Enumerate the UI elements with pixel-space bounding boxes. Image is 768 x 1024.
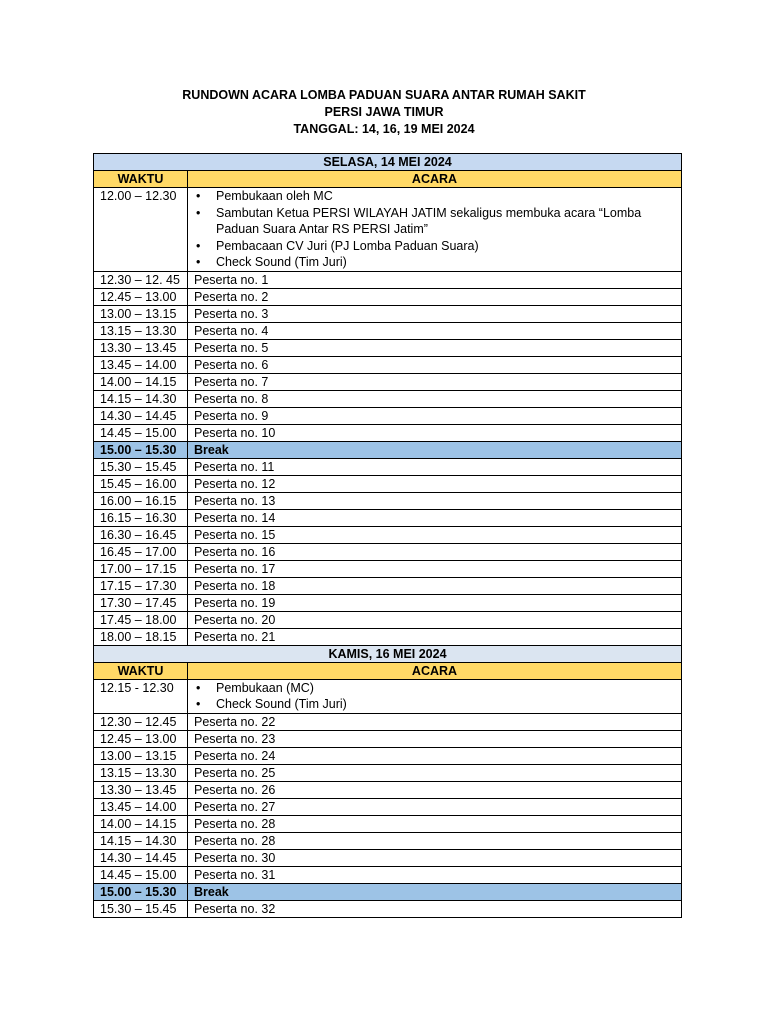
activity-cell: Peserta no. 22 [188,713,682,730]
time-cell: 14.00 – 14.15 [94,373,188,390]
activity-bullet-item: • Pembukaan oleh MC [216,188,675,205]
time-cell: 13.45 – 14.00 [94,798,188,815]
day-label: SELASA, 14 MEI 2024 [94,154,682,171]
time-cell: 15.30 – 15.45 [94,900,188,917]
time-cell: 14.00 – 14.15 [94,815,188,832]
column-header-acara: ACARA [188,662,682,679]
time-cell: 14.15 – 14.30 [94,832,188,849]
activity-cell: Peserta no. 23 [188,730,682,747]
table-row [94,611,682,628]
activity-cell: Peserta no. 6 [188,356,682,373]
time-cell: 12.45 – 13.00 [94,288,188,305]
table-row [94,764,682,781]
column-header-acara: ACARA [188,171,682,188]
column-header-waktu: WAKTU [94,171,188,188]
break-row [94,441,682,458]
activity-bullet-item: • Sambutan Ketua PERSI WILAYAH JATIM sekaligus membuka acara “Lomba Paduan Suara Antar RS PERSI Jatim” [216,205,675,238]
activity-cell: Peserta no. 12 [188,475,682,492]
time-cell: 15.00 – 15.30 [94,441,188,458]
table-row [94,305,682,322]
activity-cell: Peserta no. 24 [188,747,682,764]
column-header-row [94,171,682,188]
time-cell: 17.45 – 18.00 [94,611,188,628]
time-cell: 13.30 – 13.45 [94,339,188,356]
column-header-row [94,662,682,679]
activity-cell: Peserta no. 32 [188,900,682,917]
table-row [94,526,682,543]
time-cell: 13.30 – 13.45 [94,781,188,798]
table-row [94,866,682,883]
rundown-table [93,153,682,918]
activity-bullet-item: • Pembukaan (MC) [216,680,675,697]
table-row [94,628,682,645]
time-cell: 15.30 – 15.45 [94,458,188,475]
activity-cell: Peserta no. 15 [188,526,682,543]
activity-bullet-list [194,680,675,713]
table-row [94,747,682,764]
time-cell: 14.30 – 14.45 [94,849,188,866]
time-cell: 17.30 – 17.45 [94,594,188,611]
activity-cell: Peserta no. 14 [188,509,682,526]
table-row-opening [94,679,682,713]
title-line-1: RUNDOWN ACARA LOMBA PADUAN SUARA ANTAR RUMAH SAKIT [182,88,586,102]
activity-cell: Peserta no. 13 [188,492,682,509]
time-cell: 14.15 – 14.30 [94,390,188,407]
activity-cell: Peserta no. 17 [188,560,682,577]
activity-cell: Peserta no. 3 [188,305,682,322]
activity-cell: Peserta no. 19 [188,594,682,611]
activity-cell: Peserta no. 25 [188,764,682,781]
activity-cell: Peserta no. 28 [188,815,682,832]
time-cell: 13.15 – 13.30 [94,322,188,339]
activity-cell: Peserta no. 16 [188,543,682,560]
table-row [94,373,682,390]
table-row [94,492,682,509]
activity-cell: Peserta no. 5 [188,339,682,356]
activity-cell: Peserta no. 10 [188,424,682,441]
time-cell: 15.00 – 15.30 [94,883,188,900]
activity-bullet-item: • Check Sound (Tim Juri) [216,254,675,271]
day-header-row [94,154,682,171]
table-row [94,832,682,849]
table-row [94,900,682,917]
table-row [94,424,682,441]
table-row [94,781,682,798]
activity-bullet-list [194,188,675,271]
time-cell: 12.00 – 12.30 [94,188,188,272]
time-cell: 14.45 – 15.00 [94,866,188,883]
table-row [94,390,682,407]
time-cell: 14.45 – 15.00 [94,424,188,441]
table-row [94,849,682,866]
time-cell: 14.30 – 14.45 [94,407,188,424]
activity-cell: Peserta no. 28 [188,832,682,849]
table-row [94,543,682,560]
activity-bullet-item: • Pembacaan CV Juri (PJ Lomba Paduan Suara) [216,238,675,255]
time-cell: 12.30 – 12.45 [94,713,188,730]
table-row [94,271,682,288]
time-cell: 15.45 – 16.00 [94,475,188,492]
table-row [94,798,682,815]
day-label: KAMIS, 16 MEI 2024 [94,645,682,662]
table-row [94,713,682,730]
activity-list-cell [188,188,682,272]
activity-cell: Peserta no. 2 [188,288,682,305]
activity-cell: Break [188,441,682,458]
table-row [94,730,682,747]
table-row [94,322,682,339]
table-row [94,815,682,832]
time-cell: 16.00 – 16.15 [94,492,188,509]
table-row [94,475,682,492]
activity-cell: Peserta no. 7 [188,373,682,390]
time-cell: 16.30 – 16.45 [94,526,188,543]
time-cell: 16.45 – 17.00 [94,543,188,560]
activity-cell: Peserta no. 18 [188,577,682,594]
time-cell: 17.15 – 17.30 [94,577,188,594]
activity-cell: Peserta no. 21 [188,628,682,645]
time-cell: 16.15 – 16.30 [94,509,188,526]
activity-cell: Peserta no. 1 [188,271,682,288]
table-row [94,458,682,475]
time-cell: 12.45 – 13.00 [94,730,188,747]
activity-cell: Peserta no. 8 [188,390,682,407]
activity-cell: Peserta no. 31 [188,866,682,883]
title-line-3: TANGGAL: 14, 16, 19 MEI 2024 [293,122,475,136]
activity-cell: Peserta no. 30 [188,849,682,866]
activity-cell: Break [188,883,682,900]
table-row [94,509,682,526]
title-line-2: PERSI JAWA TIMUR [324,105,444,119]
activity-bullet-item: • Check Sound (Tim Juri) [216,696,675,713]
table-row [94,594,682,611]
activity-list-cell [188,679,682,713]
activity-cell: Peserta no. 27 [188,798,682,815]
time-cell: 12.15 - 12.30 [94,679,188,713]
column-header-waktu: WAKTU [94,662,188,679]
activity-cell: Peserta no. 4 [188,322,682,339]
time-cell: 12.30 – 12. 45 [94,271,188,288]
time-cell: 13.15 – 13.30 [94,764,188,781]
day-header-row [94,645,682,662]
document-title [0,87,768,138]
time-cell: 13.00 – 13.15 [94,305,188,322]
table-row [94,356,682,373]
break-row [94,883,682,900]
time-cell: 13.00 – 13.15 [94,747,188,764]
activity-cell: Peserta no. 9 [188,407,682,424]
time-cell: 13.45 – 14.00 [94,356,188,373]
table-row [94,577,682,594]
activity-cell: Peserta no. 26 [188,781,682,798]
table-row [94,288,682,305]
activity-cell: Peserta no. 20 [188,611,682,628]
activity-cell: Peserta no. 11 [188,458,682,475]
table-row-opening [94,188,682,272]
time-cell: 17.00 – 17.15 [94,560,188,577]
time-cell: 18.00 – 18.15 [94,628,188,645]
table-row [94,560,682,577]
table-row [94,407,682,424]
table-row [94,339,682,356]
